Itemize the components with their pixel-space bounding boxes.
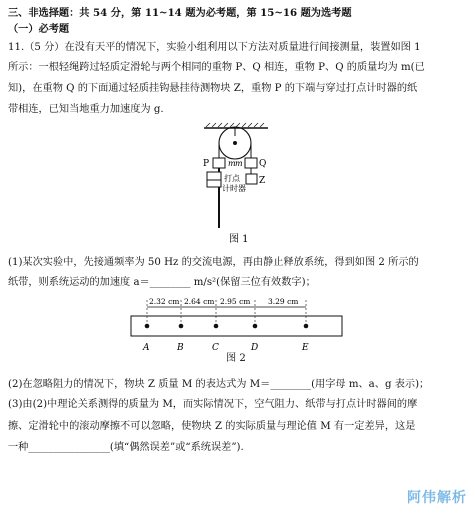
question-2-suffix: (用字母 m、a、g 表示)； <box>311 379 430 390</box>
weight-Q <box>245 158 257 168</box>
ceiling-hatching <box>206 123 264 127</box>
point-B: B <box>177 343 184 353</box>
problem-line-1: 11.（5 分）在没有天平的情况下，实验小组利用以下方法对质量进行间接测量，装置如图 1 <box>8 42 421 53</box>
problem-line-3: 知)，在重物 Q 的下面通过轻质挂钩悬挂待测物块 Z，重物 P 的下端与穿过打点计时器的纸 <box>8 83 418 94</box>
section-title: 三、非选择题：共 54 分，第 11~14 题为必考题，第 15~16 题为选考题 <box>8 7 352 19</box>
question-3-prefix: 一种 <box>8 442 29 453</box>
question-2-prefix: (2)在忽略阻力的情况下，物块 Z 质量 M 的表达式为 M＝ <box>8 379 271 390</box>
question-1-prefix: 纸带，则系统运动的加速度 a＝ <box>8 277 150 288</box>
point-D: D <box>251 343 259 353</box>
label-m-left: m <box>228 159 236 168</box>
timer-box-top <box>207 172 221 180</box>
question-3-line-1: (3)由(2)中理论关系测得的质量为 M，而实际情况下，空气阻力、纸带与打点计时器间的摩 <box>8 399 418 410</box>
question-1-line-1: (1)某次实验中，先接通频率为 50 Hz 的交流电源，再由静止释放系统，得到如图 2 所示的 <box>8 257 419 268</box>
question-3-line-2: 擦、定滑轮中的滚动摩擦不可以忽略，使物块 Z 的实际质量与理论值 M 有一定差异，这是 <box>8 421 416 432</box>
question-1-suffix: m/s²(保留三位有效数字)； <box>190 277 316 288</box>
segment-BC: 2.64 cm <box>184 297 215 306</box>
point-A: A <box>143 343 150 353</box>
label-m-right: m <box>235 159 243 168</box>
question-3-suffix: (填“偶然误差”或“系统误差”). <box>109 442 244 453</box>
error-type-blank[interactable]: ________________ <box>28 442 110 453</box>
segment-DE: 3.29 cm <box>268 297 299 306</box>
figure-1-apparatus <box>0 0 475 250</box>
timer-box-bottom <box>207 180 221 187</box>
timer-label-1: 打点 <box>224 174 240 183</box>
segment-CD: 2.95 cm <box>220 297 251 306</box>
weight-P <box>213 158 225 168</box>
segment-AB: 2.32 cm <box>149 297 180 306</box>
acceleration-answer-blank[interactable]: ________ <box>149 277 191 288</box>
question-1-line-2 <box>8 276 316 289</box>
watermark-text: 阿伟解析 <box>407 490 467 506</box>
block-Z <box>246 174 257 184</box>
label-Q: Q <box>259 159 267 169</box>
point-E: E <box>302 343 309 353</box>
problem-line-2: 所示：一根轻绳跨过轻质定滑轮与两个相同的重物 P、Q 相连，重物 P、Q 的质量均为 m(已 <box>8 62 425 73</box>
point-C: C <box>212 343 219 353</box>
pulley-axle <box>233 141 237 145</box>
question-2-line <box>8 378 429 391</box>
figure-1-caption: 图 1 <box>229 234 249 245</box>
problem-line-4: 带相连，已知当地重力加速度为 g. <box>8 104 164 115</box>
question-3-line-3 <box>8 441 244 454</box>
tape-strip <box>131 316 342 336</box>
label-Z: Z <box>259 176 266 186</box>
mass-expression-blank[interactable]: ________ <box>270 379 312 390</box>
section-subtitle: （一）必考题 <box>8 23 70 35</box>
label-P: P <box>203 159 210 169</box>
timer-label-2: 计时器 <box>222 184 246 193</box>
figure-2-caption: 图 2 <box>226 353 246 364</box>
